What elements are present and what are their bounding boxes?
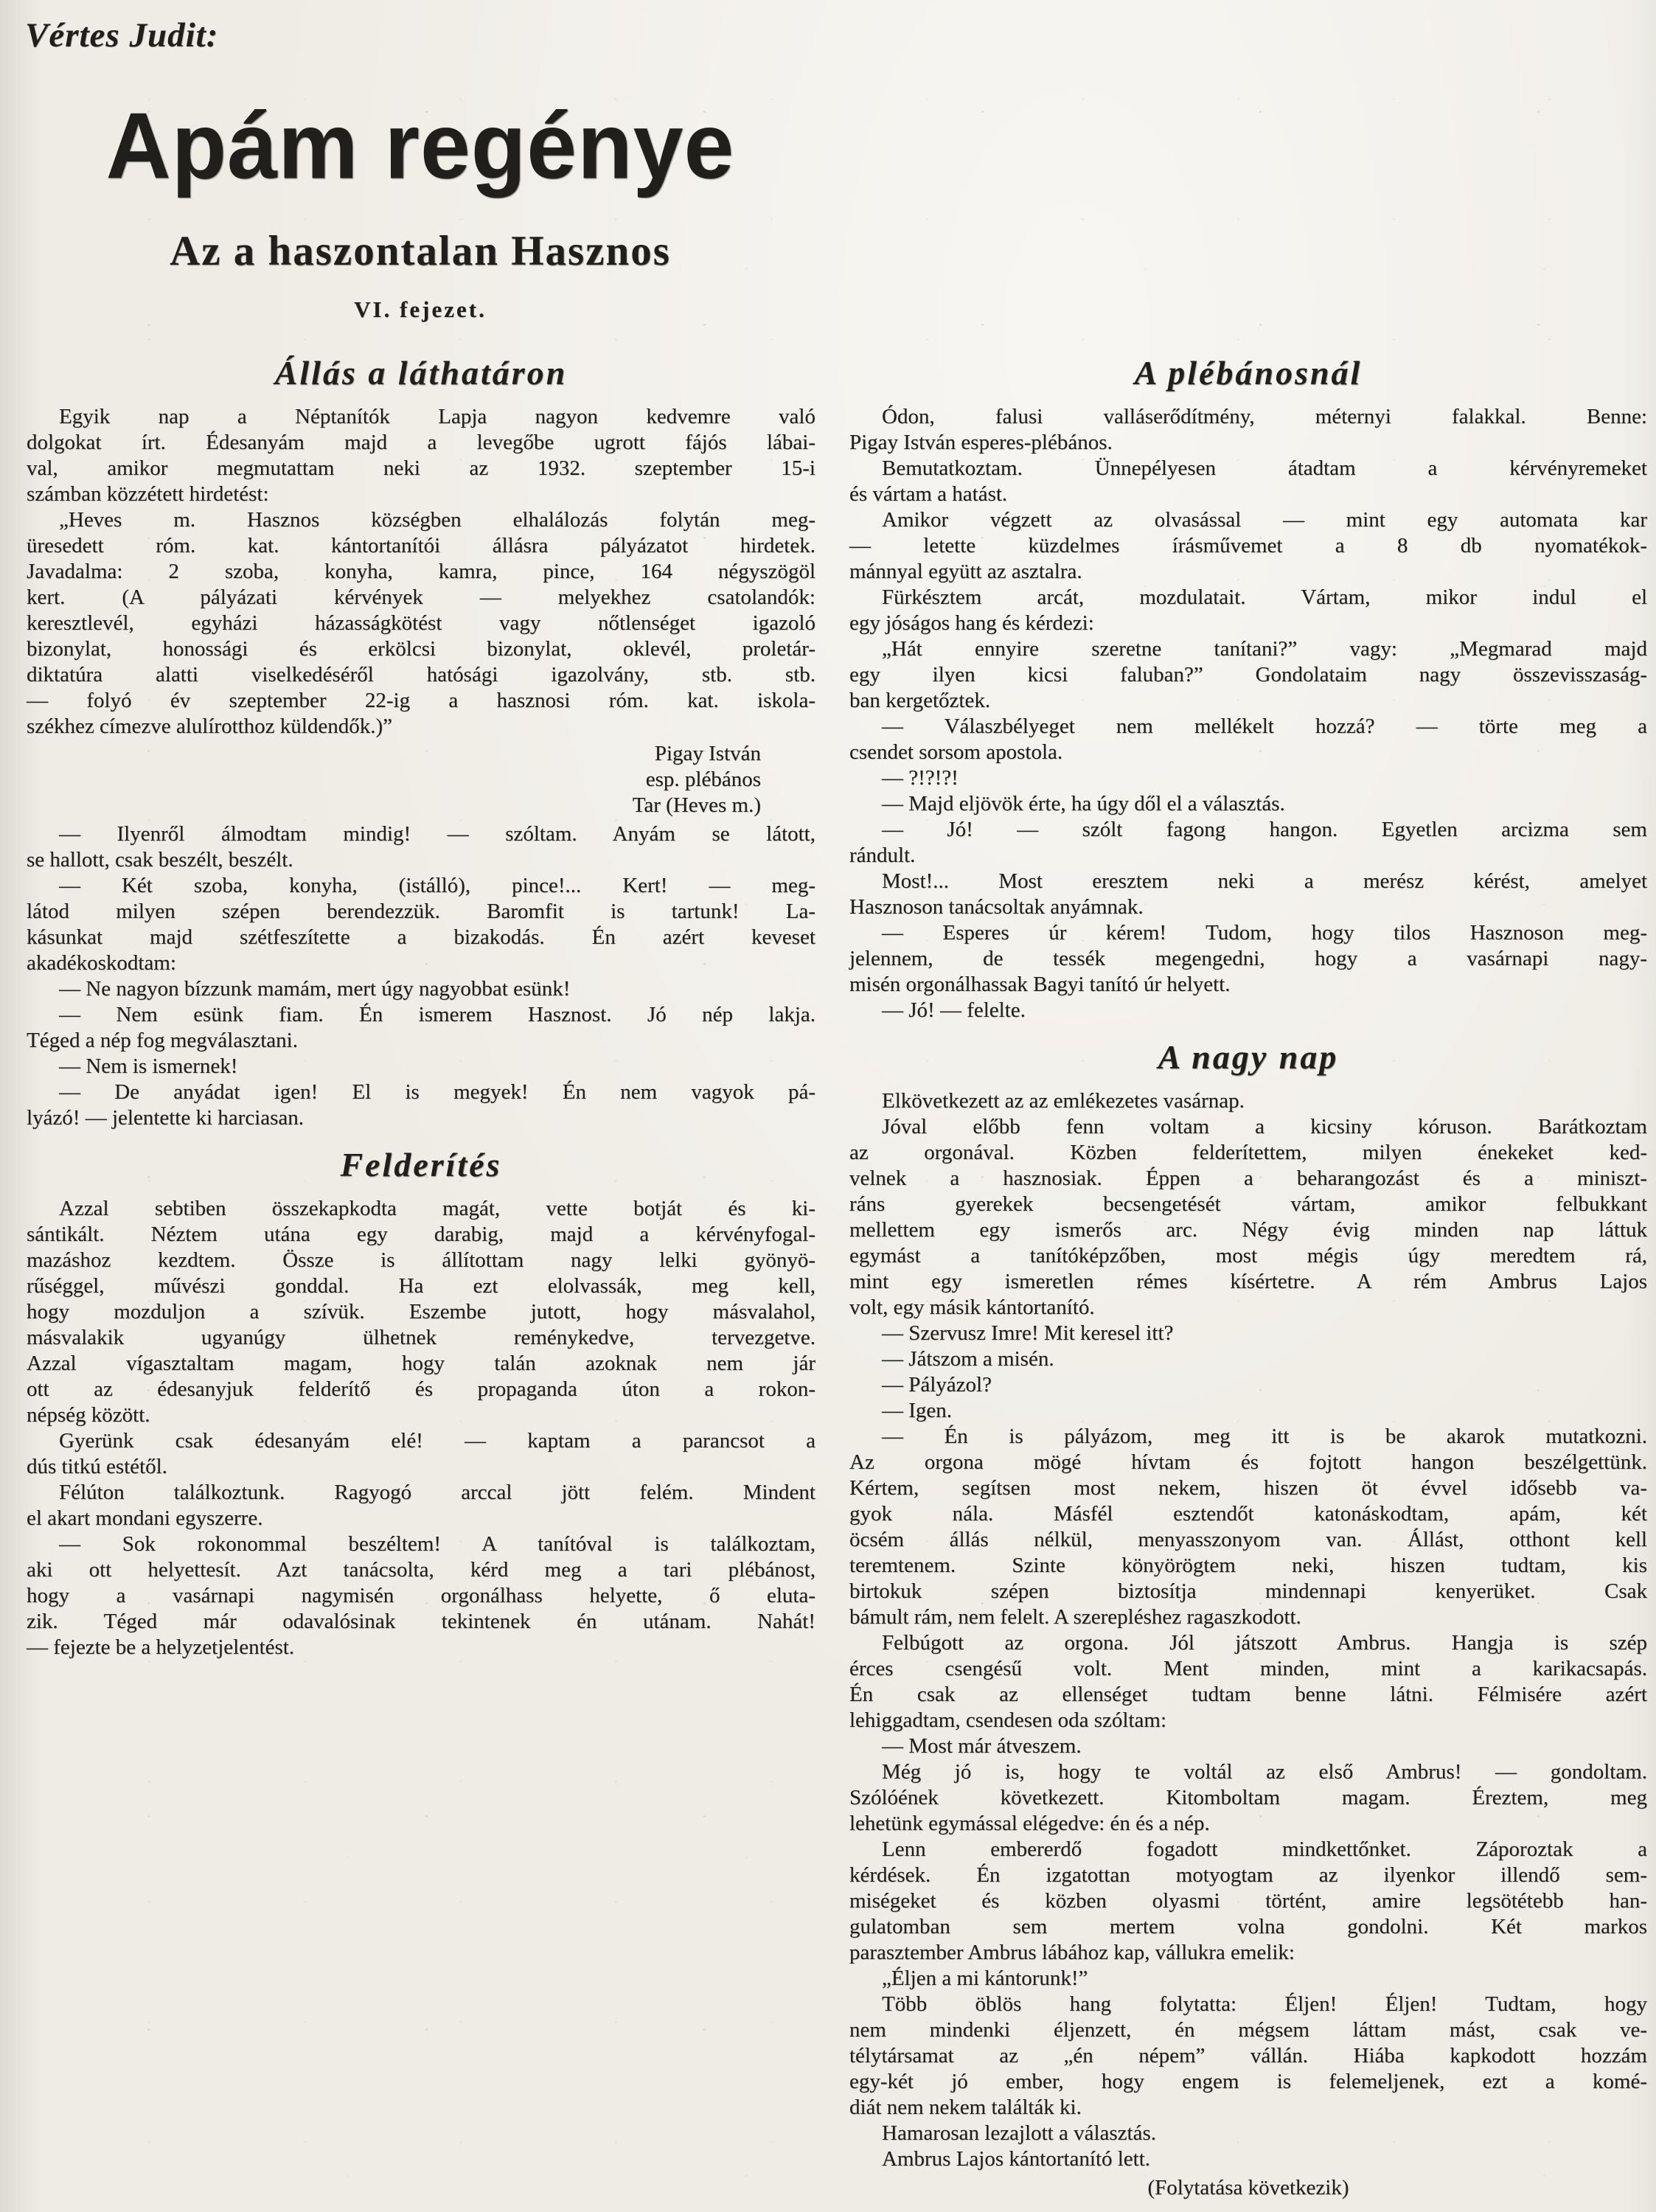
text-line: Felderítés [340,1146,502,1183]
text-line: birtokuk szépen biztosítja mindennapi kenyerüket. Csak [849,1579,1647,1603]
text-line: A plébánosnál [1134,354,1363,392]
text-line: Gyerünk csak édesanyám elé! — kaptam a parancsot a [59,1429,815,1453]
paragraph [849,1114,1647,1321]
text-line: Ódon, falusi valláserődítmény, méternyi falakkal. Benne: [882,405,1647,428]
text-line: „Éljen a mi kántorunk!” [882,1966,1088,1990]
text-line: — letette küzdelmes írásművemet a 8 db nyomatékok- [849,534,1647,557]
text-line: kásunkat majd szétfeszítette a bizakodás. Én azért keveset [27,925,815,949]
text-line: val, amikor megmutattam neki az 1932. szeptember 15-i [27,456,815,480]
text-line: akadékoskodtam: [27,951,176,975]
text-line: érces csengésű volt. Ment minden, mint a karikacsapás. [849,1657,1647,1680]
text-line: Még jó is, hogy te voltál az első Ambrus! — gondoltam. [882,1760,1647,1784]
text-line: rűséggel, művészi gonddal. Ha ezt elolvassák, meg kell, [27,1274,815,1298]
text-line: egymást a tanítóképzőben, most mégis úgy meredtem rá, [849,1244,1647,1267]
text-line: Állás a láthatáron [274,354,568,392]
article-subtitle: Az a haszontalan Hasznos [170,228,671,274]
text-line: A nagy nap [1158,1038,1339,1076]
text-line: Hamarosan lezajlott a választás. [882,2121,1157,2145]
text-line: Amikor végzett az olvasással — mint egy automata kar [882,508,1647,532]
text-line: bizonylat, honossági és erkölcsi bizonylat, oklevél, proletár- [27,637,815,661]
text-line: lehiggadtam, csendesen oda szóltam: [849,1708,1167,1732]
paragraph [27,404,815,507]
text-line: — Nem esünk fiam. Én ismerem Hasznost. Jó nép lakja. [59,1003,815,1026]
text-line: „Hát ennyire szeretne tanítani?” vagy: „Megmarad majd [882,637,1647,661]
text-line: — Ne nagyon bízzunk mamám, mert úgy nagyobbat esünk! [59,977,571,1001]
text-line: Ambrus Lajos kántortanító lett. [882,2147,1151,2171]
text-line: sántikált. Néztem utána egy darabig, majd a kérvényfogal- [27,1222,815,1246]
paragraph [849,1759,1647,1837]
paragraph [27,1002,815,1054]
text-line: teremtenem. Szinte könyörögtem neki, hiszen tudtam, kis [849,1554,1647,1577]
paragraph [849,1372,1647,1398]
paragraph [849,456,1647,507]
paragraph [27,507,815,740]
paragraph [849,1630,1647,1733]
text-line: Pigay István esperes-plébános. [849,431,1113,454]
paragraph [849,920,1647,998]
section-heading [27,1144,815,1186]
text-line: — Nem is ismernek! [59,1054,238,1078]
text-line: dolgokat írt. Édesanyám majd a levegőbe ugrott fájós lábai- [27,431,815,454]
author-byline: Vértes Judit: [25,16,219,55]
paragraph [27,821,815,873]
text-line: miségeket és közben olyasmi történt, amire legsötétebb han- [849,1889,1647,1913]
text-line: Tar (Heves m.) [632,793,761,817]
text-line: Bemutatkoztam. Ünnepélyesen átadtam a kérvényremeket [882,456,1647,480]
text-line: (Folytatása következik) [1147,2176,1349,2199]
text-line: üresedett róm. kat. kántortanítói állásra pályázatot hirdetek. [27,534,815,557]
text-line: nem mindenki éljenzett, én mégsem láttam mást, csak ve- [849,2018,1647,2042]
text-line: — De anyádat igen! El is megyek! Én nem vagyok pá- [59,1080,815,1104]
text-line: lehetünk egymással elégedve: én és a nép. [849,1812,1210,1835]
text-line: csendet sorsom apostola. [849,740,1063,764]
text-line: — fejezte be a helyzetjelentést. [27,1635,295,1659]
text-line: se hallott, csak beszélt, beszélt. [27,848,293,872]
text-line: rándult. [849,844,916,867]
right-column [849,352,1647,2201]
text-line: Én csak az ellenséget tudtam benne látni. Félmisére azért [849,1683,1647,1706]
text-line: mint egy ismeretlen rémes kísértetre. A rém Ambrus Lajos [849,1270,1647,1293]
paragraph [849,1733,1647,1759]
text-line: Kértem, segítsen most nekem, hiszen öt évvel idősebb va- [849,1476,1647,1500]
paragraph [27,873,815,976]
text-line: — Majd eljövök érte, ha úgy dől el a választás. [882,792,1285,815]
text-line: székhez címezve alulírotthoz küldendők.)” [27,714,393,738]
article-title: Apám regénye [105,93,735,198]
text-line: Jóval előbb fenn voltam a kicsiny kóruson. Barátkoztam [882,1115,1647,1138]
text-line: Hasznoson tanácsoltak anyámnak. [849,895,1144,919]
paragraph [849,791,1647,817]
left-column [27,352,815,1660]
text-line: — Játszom a misén. [882,1347,1054,1371]
text-line: — ?!?!?! [882,766,959,790]
paragraph [849,869,1647,920]
text-line: hogy mozduljon a szívük. Eszembe jutott, hogy másvalahol, [27,1300,815,1324]
text-line: hogy a vasárnapi nagymisén orgonálhass helyette, ő eluta- [27,1584,815,1607]
text-line: mazáshoz kezdtem. Össze is állítottam nagy lelki gyönyö- [27,1248,815,1272]
paragraph [27,1480,815,1531]
text-line: kérdések. Én izgatottan motyogtam az ilyenkor illendő sem- [849,1863,1647,1887]
paragraph [849,1321,1647,1346]
text-line: mánnyal együtt az asztalra. [849,560,1082,583]
text-line: misén orgonálhassak Bagyi tanító úr helyett. [849,973,1231,996]
text-line: számban közzétett hirdetést: [27,482,269,506]
text-line: — Jó! — felelte. [882,998,1026,1022]
text-line: egy ilyen kicsi faluban?” Gondolataim nagy összevisszaság- [849,663,1647,686]
chapter-label: VI. fejezet. [354,296,487,322]
text-line: télytársamat az „én népem” vállán. Hiába kapkodott hozzám [849,2044,1647,2067]
paragraph [849,404,1647,456]
text-line: ott az édesanyjuk felderítő és propaganda úton a rokon- [27,1377,815,1401]
text-line: „Heves m. Hasznos községben elhalálozás folytán meg- [59,508,815,532]
text-line: az orgonával. Közben felderítettem, milyen énekeket ked- [849,1141,1647,1164]
text-line: gyok nála. Másfél esztendőt katonáskodtam, apám, két [849,1502,1647,1526]
paragraph [849,636,1647,714]
paragraph [27,1079,815,1131]
text-line: diktatúra alatti viselkedéséről hatósági igazolvány, stb. stb. [27,663,815,686]
text-line: bámult rám, nem felelt. A szerepléshez ragaszkodott. [849,1605,1301,1629]
section-heading [849,1037,1647,1078]
text-line: és vártam a hatást. [849,482,1008,506]
paragraph [849,2146,1647,2172]
text-line: parasztember Ambrus lábához kap, vállukra emelik: [849,1941,1295,1964]
text-line: jelennem, de tessék megengedni, hogy a vasárnapi nagy- [849,947,1647,970]
text-line: esp. plébános [645,768,761,791]
paragraph [849,1424,1647,1630]
section-heading [849,352,1647,394]
continuation-note [849,2175,1647,2201]
paragraph [849,998,1647,1023]
paragraph [849,765,1647,791]
text-line: Több öblös hang folytatta: Éljen! Éljen! Tudtam, hogy [882,1992,1647,2016]
paragraph [27,1054,815,1079]
text-line: dús titkú estétől. [27,1455,167,1478]
text-line: Félúton találkoztunk. Ragyogó arccal jött felém. Mindent [59,1481,815,1504]
text-line: népség között. [27,1403,150,1427]
paragraph [27,1531,815,1660]
text-line: keresztlevél, egyházi házasságkötést vagy nőtlenséget igazoló [27,611,815,635]
text-line: el akart mondani egyszerre. [27,1506,263,1530]
text-line: Most!... Most eresztem neki a merész kérést, amelyet [882,869,1647,893]
paragraph [849,1837,1647,1966]
text-line: egy-két jó ember, hogy engem is felemeljenek, ezt a komé- [849,2070,1647,2093]
paragraph [849,1966,1647,1992]
text-line: aki ott helyettesít. Azt tanácsolta, kérd meg a tari plébánost, [27,1558,815,1582]
section-heading [27,352,815,394]
text-line: mellettem egy ismerős arc. Négy évig minden nap láttuk [849,1218,1647,1242]
text-line: Az orgona mögé hívtam és fojtott hangon beszélgettünk. [849,1450,1647,1474]
paragraph [849,585,1647,636]
text-line: — Válaszbélyeget nem mellékelt hozzá? — törte meg a [882,714,1647,738]
text-line: velnek a hasznosiak. Éppen a beharangozást és a miniszt- [849,1166,1647,1190]
text-line: Szólóének következett. Kitomboltam magam. Éreztem, meg [849,1786,1647,1809]
text-line: ban kergetőztek. [849,689,991,712]
text-line: Lenn embererdő fogadott mindkettőnket. Záporoztak a [882,1837,1647,1861]
text-line: — Jó! — szólt fagong hangon. Egyetlen arcizma sem [882,818,1647,841]
text-line: Egyik nap a Néptanítók Lapja nagyon kedvemre való [59,405,815,428]
text-line: — Pályázol? [882,1373,992,1397]
text-line: másvalakik ugyanúgy ülhetnek reménykedve, tervezgetve. [27,1326,815,1349]
text-line: volt, egy másik kántortanító. [849,1295,1095,1319]
text-line: öcsém állás nélkül, menyasszonyom van. Állást, otthont kell [849,1528,1647,1551]
text-line: — Esperes úr kérem! Tudom, hogy tilos Hasznoson meg- [882,921,1647,945]
paragraph [27,976,815,1002]
text-line: zik. Téged már odavalósinak tekintenek én utánam. Nahát! [27,1610,815,1633]
text-line: — folyó év szeptember 22-ig a hasznosi róm. kat. iskola- [27,689,815,712]
text-line: — Most már átveszem. [882,1734,1082,1758]
paragraph [849,1346,1647,1372]
text-line: diát nem nekem találták ki. [849,2096,1082,2119]
paragraph [849,2121,1647,2146]
signature-block [27,741,815,818]
paragraph [27,1196,815,1428]
paragraph [849,1992,1647,2121]
text-line: — Ilyenről álmodtam mindig! — szóltam. Anyám se látott, [59,822,815,846]
paragraph [27,1428,815,1480]
text-line: Fürkésztem arcát, mozdulatait. Vártam, mikor indul el [882,585,1647,609]
paragraph [849,817,1647,869]
text-line: Elkövetkezett az az emlékezetes vasárnap. [882,1089,1245,1113]
text-line: — Én is pályázom, meg itt is be akarok mutatkozni. [882,1425,1647,1448]
text-line: kert. (A pályázati kérvények — melyekhez csatolandók: [27,585,815,609]
text-line: Azzal vígasztaltam magam, hogy talán azoknak nem jár [27,1352,815,1375]
text-line: — Szervusz Imre! Mit keresel itt? [882,1321,1174,1345]
paragraph [849,1088,1647,1114]
text-line: Azzal sebtiben összekapkodta magát, vette botját és ki- [59,1197,815,1220]
text-line: egy jóságos hang és kérdezi: [849,611,1094,635]
text-line: gulatomban sem mertem volna gondolni. Két markos [849,1915,1647,1938]
text-line: — Két szoba, konyha, (istálló), pince!... Kert! — meg- [59,874,815,897]
text-line: Felbúgott az orgona. Jól játszott Ambrus. Hangja is szép [882,1631,1647,1655]
paragraph [849,507,1647,585]
text-line: — Sok rokonommal beszéltem! A tanítóval is találkoztam, [59,1532,815,1556]
text-line: lyázó! — jelentette ki harciasan. [27,1106,305,1130]
text-line: Javadalma: 2 szoba, konyha, kamra, pince, 164 négyszögöl [27,560,815,583]
text-line: — Igen. [882,1399,953,1422]
text-line: látod milyen szépen berendezzük. Baromfit is tartunk! La- [27,900,815,923]
paragraph [849,714,1647,765]
text-line: Téged a nép fog megválasztani. [27,1029,298,1052]
text-line: ráns gyerekek becsengetését vártam, amikor felbukkant [849,1192,1647,1216]
text-line: Pigay István [654,742,761,765]
paragraph [849,1398,1647,1424]
